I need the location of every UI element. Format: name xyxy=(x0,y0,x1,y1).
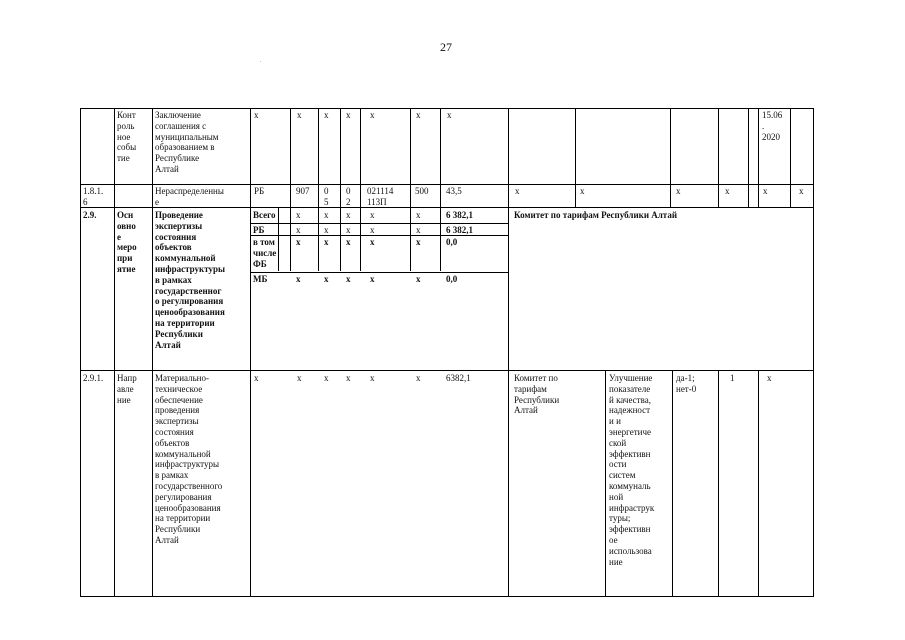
mark-cell: х xyxy=(416,373,421,383)
value: 1 xyxy=(730,373,735,383)
mark-cell: х xyxy=(370,210,375,220)
amount-cell: 6 382,1 xyxy=(446,225,473,235)
mark-cell: х xyxy=(580,186,585,196)
row-number: 2.9. xyxy=(83,210,97,220)
amount-cell: 6382,1 xyxy=(446,373,471,383)
amount-cell: 6 382,1 xyxy=(446,210,473,220)
amount-cell: 0,0 xyxy=(446,237,458,247)
funding-source: Всего xyxy=(253,210,276,220)
mark-cell: х xyxy=(416,210,421,220)
row-name: Проведение экспертизы состояния объектов коммунальной инфраструктуры в рамках государственног о регулирования ценообразования на территории Республики Алтай xyxy=(155,210,226,350)
unit: да-1; нет-0 xyxy=(676,373,697,394)
control-event-name: Заключение соглашения с муниципальным образованием в Республике Алтай xyxy=(155,110,219,174)
mark-cell: х xyxy=(254,373,259,383)
row-type: Осн овно е меро при ятие xyxy=(117,210,137,274)
mark-cell: х xyxy=(515,186,520,196)
mark-cell: х xyxy=(324,373,329,383)
control-mark: х xyxy=(346,110,351,120)
code-cell: 0 2 xyxy=(346,186,351,207)
mark-cell: х xyxy=(676,186,681,196)
control-mark: х xyxy=(324,110,329,120)
mark-cell: х xyxy=(296,274,301,284)
funding-source: МБ xyxy=(253,274,268,284)
page-number: 27 xyxy=(440,40,452,54)
code-cell: 021114 113П xyxy=(367,186,394,207)
executor: Комитет по тарифам Республики Алтай xyxy=(514,373,560,416)
mark-cell: х xyxy=(296,237,301,247)
amount-cell: 43,5 xyxy=(446,186,462,196)
control-date: 15.06 . 2020 xyxy=(762,110,783,142)
control-mark: х xyxy=(370,110,375,120)
mark-cell: х xyxy=(346,373,351,383)
mark-cell: х xyxy=(297,373,302,383)
mark-cell: х xyxy=(346,237,351,247)
row-number: 1.8.1. 6 xyxy=(83,186,104,207)
amount-cell: 0,0 xyxy=(446,274,458,284)
code-cell: 907 xyxy=(296,186,310,196)
control-mark: х xyxy=(297,110,302,120)
mark-cell: х xyxy=(324,210,329,220)
row-name: Нераспределенны е xyxy=(155,186,224,207)
mark-cell: х xyxy=(799,186,804,196)
mark-cell: х xyxy=(725,186,730,196)
mark-cell: х xyxy=(296,210,301,220)
mark-cell: х xyxy=(416,274,421,284)
mark-cell: х xyxy=(416,237,421,247)
mark-cell: х xyxy=(346,210,351,220)
indicator: Улучшение показателе й качества, надежност и и энергетиче ской эффективн ости систем коммуналь ной инфраструк туры; эффективн ое использова ние xyxy=(609,373,655,567)
funding-source: РБ xyxy=(254,186,265,196)
row-name: Материально- техническое обеспечение проведения экспертизы состояния объектов коммунальной инфраструктуры в рамках государственного регулирования ценообразования на территории Республики Алтай xyxy=(155,373,223,545)
row-number: 2.9.1. xyxy=(83,373,104,383)
mark-cell: х xyxy=(346,274,351,284)
executor: Комитет по тарифам Республики Алтай xyxy=(514,210,678,220)
mark-cell: х xyxy=(324,225,329,235)
mark-cell: х xyxy=(763,186,768,196)
mark-cell: х xyxy=(346,225,351,235)
mark-cell: х xyxy=(370,237,375,247)
row-type: Напр авле ние xyxy=(117,373,137,405)
mark-cell: х xyxy=(370,373,375,383)
mark-cell: х xyxy=(416,225,421,235)
control-mark: х xyxy=(416,110,421,120)
code-cell: 0 5 xyxy=(324,186,329,207)
mark-cell: х xyxy=(370,274,375,284)
control-mark: х xyxy=(254,110,259,120)
code-cell: 500 xyxy=(415,186,429,196)
scan-mark: . xyxy=(260,58,262,64)
mark-cell: х xyxy=(370,225,375,235)
funding-source: в том числе ФБ xyxy=(253,237,277,269)
mark-cell: х xyxy=(296,225,301,235)
mark-cell: х xyxy=(767,373,772,383)
funding-source: РБ xyxy=(253,225,265,235)
control-event-label: Конт роль ное собы тие xyxy=(117,110,137,164)
mark-cell: х xyxy=(324,237,329,247)
control-mark: х xyxy=(447,110,452,120)
mark-cell: х xyxy=(324,274,329,284)
